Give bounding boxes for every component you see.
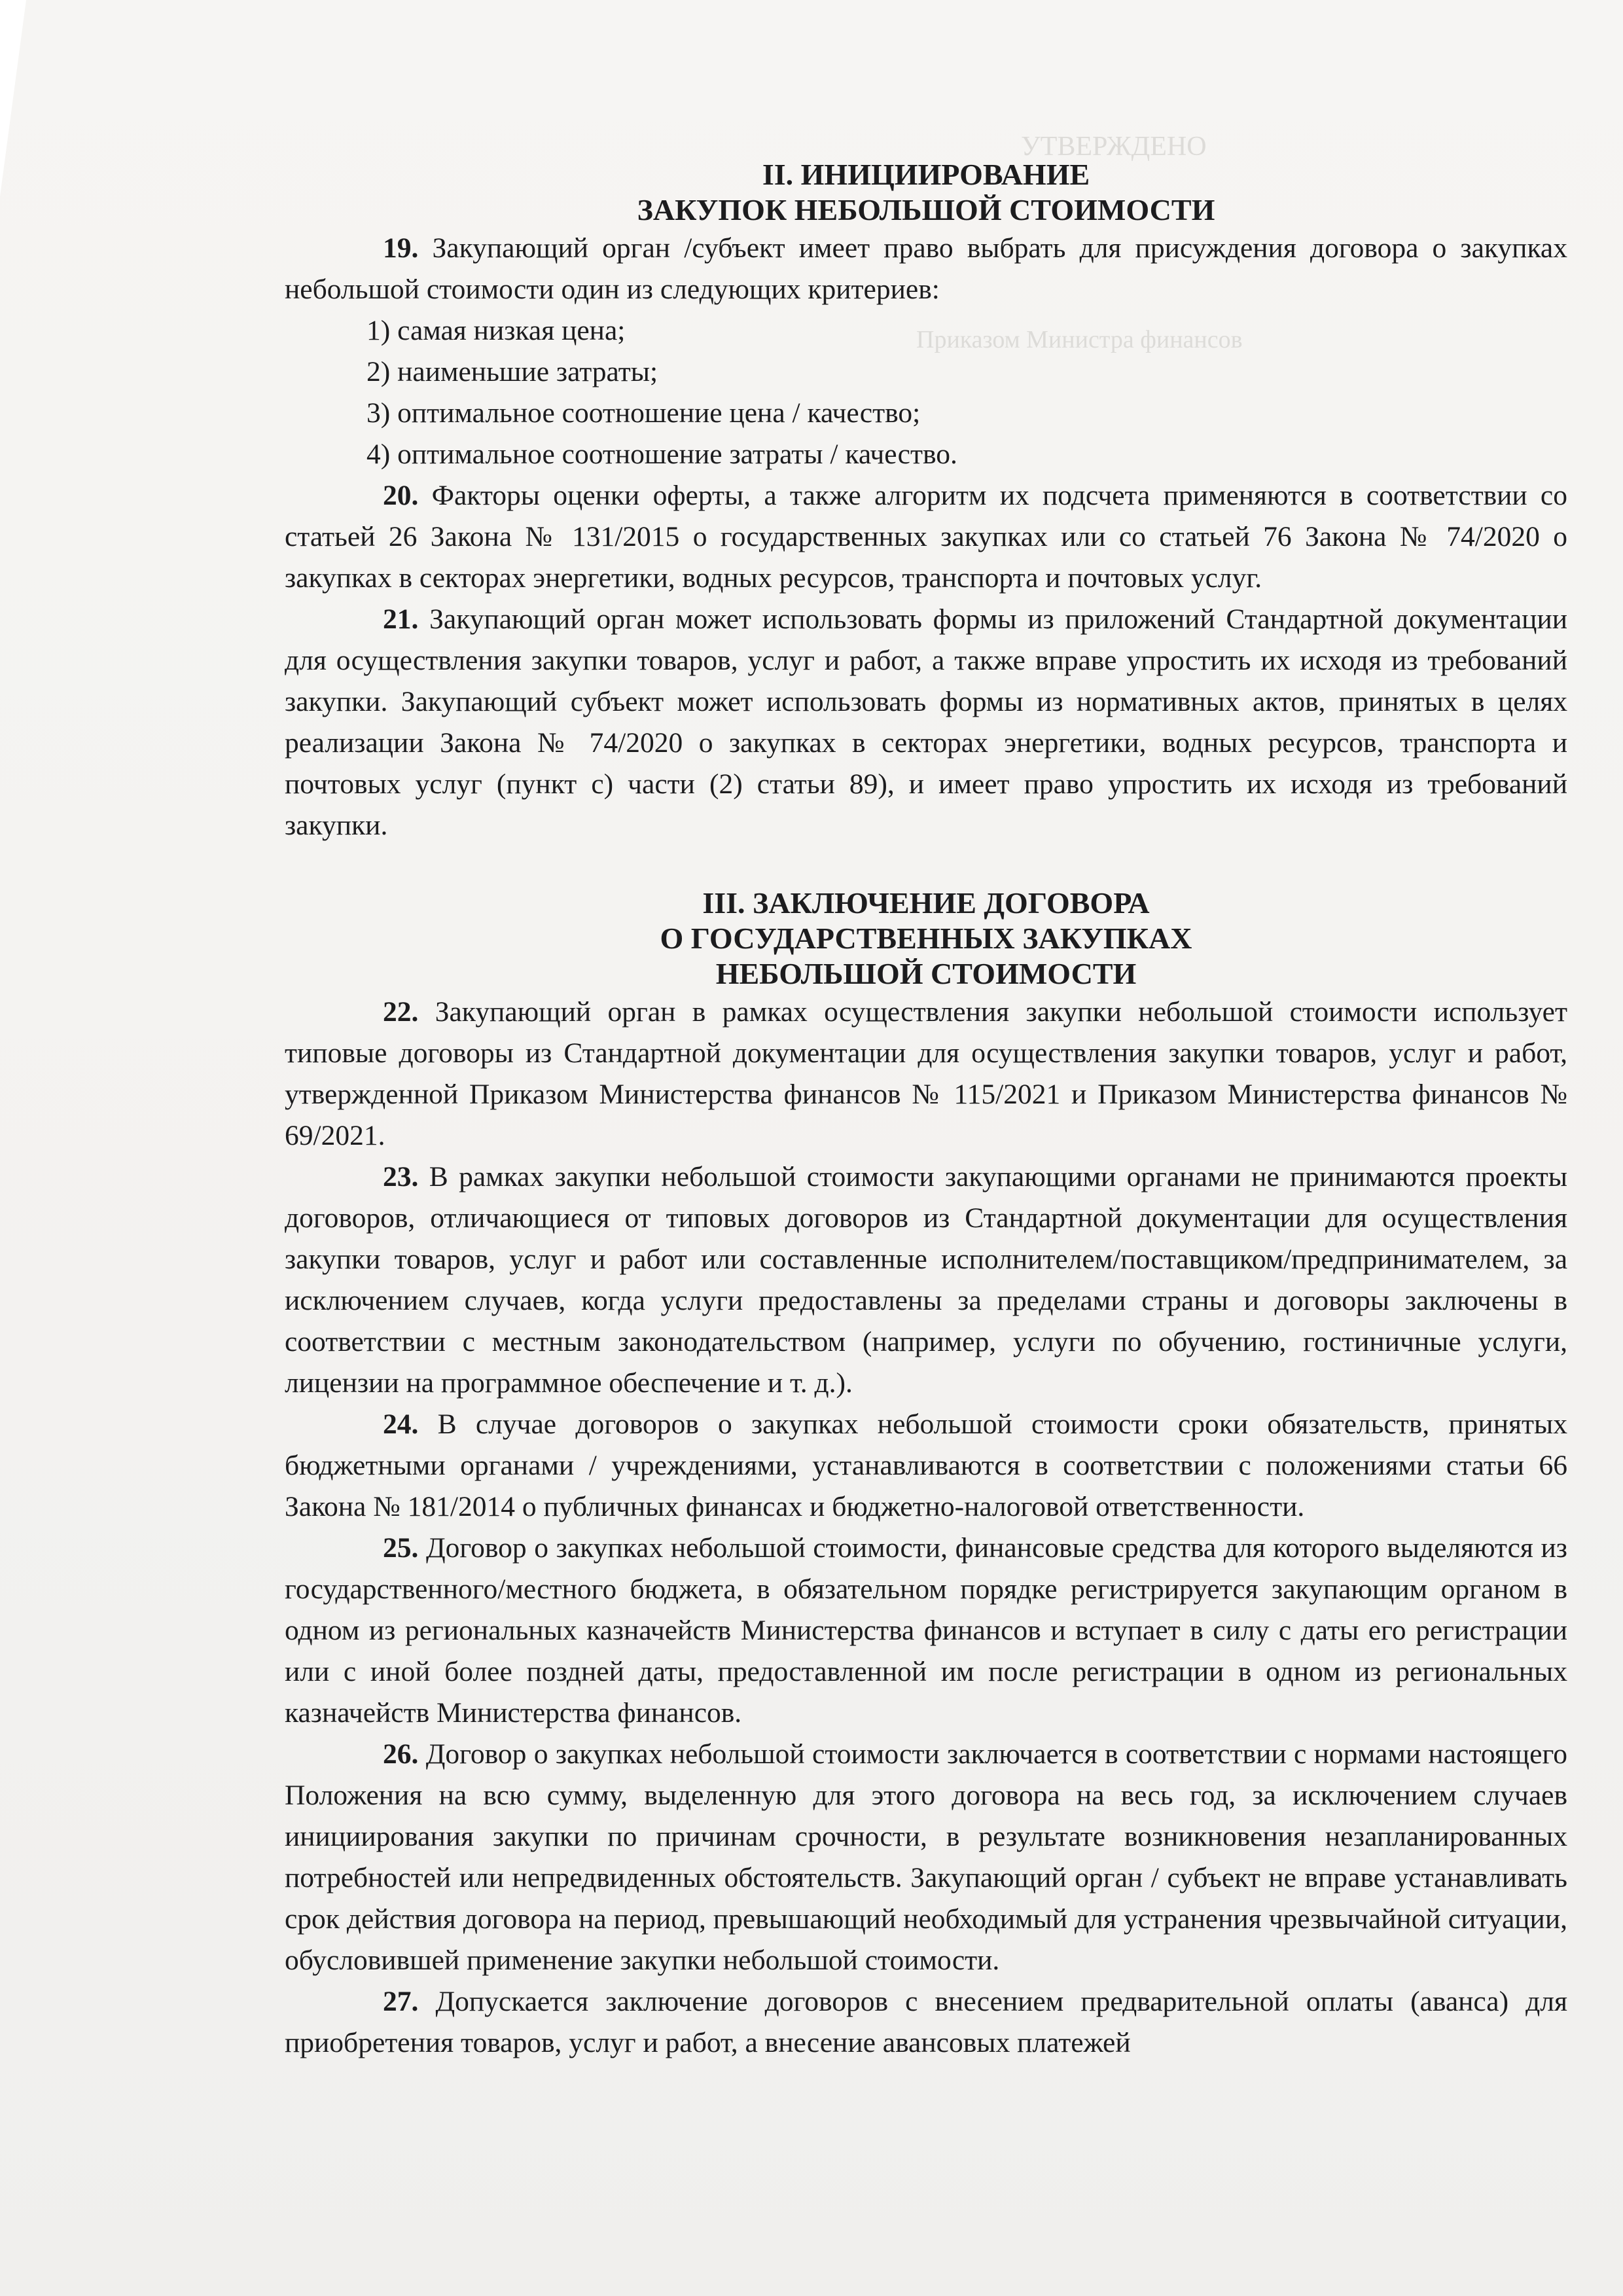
clause-25 [285,1528,1567,1734]
section-2-heading [285,157,1567,228]
clause-27 [285,1981,1567,2064]
clause-number: 22. [383,996,419,1028]
clause-number: 27. [383,1986,419,2017]
clause-text: Закупающий орган может использовать формы из приложений Стандартной документации для осуществления закупки товаров, услуг и работ, а также вправе упростить их исходя из требований закупки. Закупающий субъект может использовать формы из нормативных актов, принятых в целях реализации Закона № 74/2020 о закупках в секторах энергетики, водных ресурсов, транспорта и почтовых услуг (пункт c) части (2) статьи 89), и имеет право упростить их исходя из требований закупки. [285,603,1567,841]
clause-number: 25. [383,1532,419,1564]
clause-number: 24. [383,1408,419,1440]
criterion-item: 4) оптимальное соотношение затраты / качество. [366,439,957,470]
clause-text: Договор о закупках небольшой стоимости заключается в соответствии с нормами настоящего Положения на всю сумму, выделенную для этого договора на весь год, за исключением случаев инициирования закупки по причинам срочности, в результате возникновения незапланированных потребностей или непредвиденных обстоятельств. Закупающий орган / субъект не вправе устанавливать срок действия договора на период, превышающий необходимый для устранения чрезвычайной ситуации, обусловившей применение закупки небольшой стоимости. [285,1738,1567,1976]
clause-number: 19. [383,232,419,264]
heading-line: ЗАКУПОК НЕБОЛЬШОЙ СТОИМОСТИ [637,193,1215,226]
clause-text: В случае договоров о закупках небольшой стоимости сроки обязательств, принятых бюджетными органами / учреждениями, устанавливаются в соответствии с положениями статьи 66 Закона № 181/2014 о публичных финансах и бюджетно-налоговой ответственности. [285,1408,1567,1522]
clause-24 [285,1404,1567,1528]
clause-22 [285,992,1567,1157]
clause-21 [285,599,1567,846]
clause-19 [285,228,1567,310]
criterion-item: 2) наименьшие затраты; [366,356,658,387]
clause-20 [285,475,1567,599]
clause-text: Факторы оценки оферты, а также алгоритм их подсчета применяются в соответствии со статьей 26 Закона № 131/2015 о государственных закупках или со статьей 76 Закона № 74/2020 о закупках в секторах энергетики, водных ресурсов, транспорта и почтовых услуг. [285,480,1567,594]
clause-text: Допускается заключение договоров с внесением предварительной оплаты (аванса) для приобретения товаров, услуг и работ, а внесение авансовых платежей [285,1986,1567,2058]
clause-23 [285,1157,1567,1404]
heading-line: О ГОСУДАРСТВЕННЫХ ЗАКУПКАХ [660,922,1192,955]
heading-line: II. ИНИЦИИРОВАНИЕ [762,158,1090,191]
section-3-heading [285,886,1567,992]
folded-corner [0,0,26,196]
clause-text: Договор о закупках небольшой стоимости, финансовые средства для которого выделяются из государственного/местного бюджета, в обязательном порядке регистрируется закупающим органом в одном из региональных казначейств Министерства финансов и вступает в силу с даты его регистрации или с иной более поздней даты, предоставленной им после регистрации в одном из региональных казначейств Министерства финансов. [285,1532,1567,1729]
criterion-item: 1) самая низкая цена; [366,315,626,346]
clause-number: 20. [383,480,419,511]
clause-number: 21. [383,603,419,635]
clause-text: Закупающий орган в рамках осуществления закупки небольшой стоимости использует типовые договоры из Стандартной документации для осуществления закупки товаров, услуг и работ, утвержденной Приказом Министерства финансов № 115/2021 и Приказом Министерства финансов № 69/2021. [285,996,1567,1151]
heading-line: III. ЗАКЛЮЧЕНИЕ ДОГОВОРА [702,886,1150,920]
bleed-through-text: Приказом Министра финансов [916,326,1243,353]
clause-text: Закупающий орган /субъект имеет право выбрать для присуждения договора о закупках небольшой стоимости один из следующих критериев: [285,232,1567,305]
document-body [285,157,1567,2064]
clause-text: В рамках закупки небольшой стоимости закупающими органами не принимаются проекты договоров, отличающиеся от типовых договоров из Стандартной документации для осуществления закупки товаров, услуг и работ или составленные исполнителем/поставщиком/предпринимателем, за исключением случаев, когда услуги предоставлены за пределами страны и договоры заключены в соответствии с местным законодательством (например, услуги по обучению, гостиничные услуги, лицензии на программное обеспечение и т. д.). [285,1161,1567,1399]
clause-26 [285,1734,1567,1981]
bleed-through-text: УТВЕРЖДЕНО [1021,132,1207,162]
clause-number: 26. [383,1738,419,1770]
heading-line: НЕБОЛЬШОЙ СТОИМОСТИ [715,957,1137,990]
clause-number: 23. [383,1161,419,1193]
criterion-item: 3) оптимальное соотношение цена / качество; [366,397,921,429]
